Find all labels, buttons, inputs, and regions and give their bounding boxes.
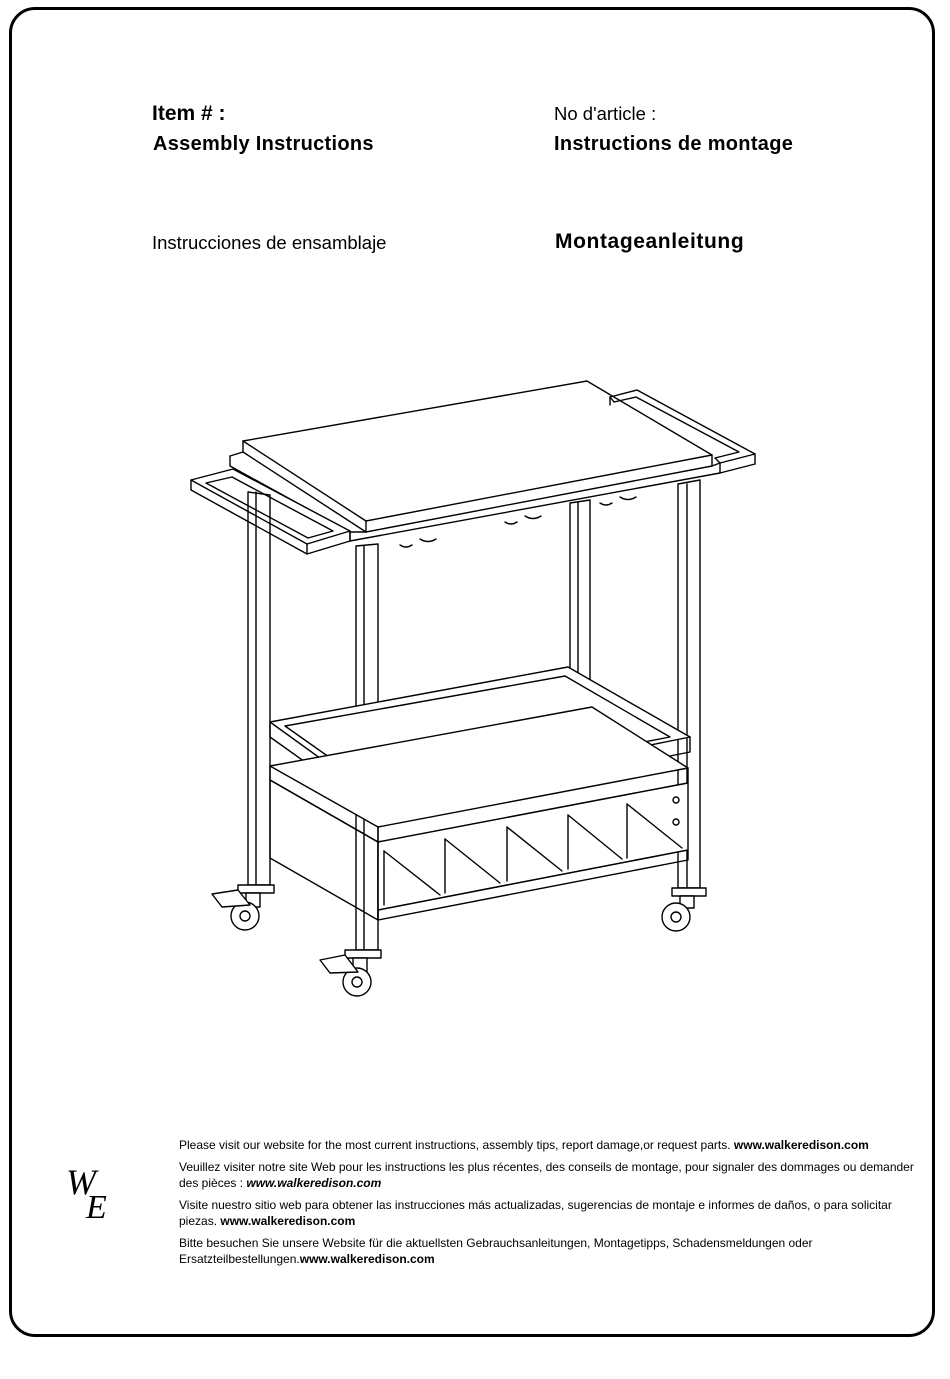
website-link-fr[interactable]: www.walkeredison.com bbox=[246, 1176, 382, 1190]
item-number-label-en: Item # : bbox=[152, 102, 226, 125]
website-notice bbox=[179, 1137, 919, 1273]
notice-es: Visite nuestro sitio web para obtener las instrucciones más actualizadas, sugerencias de montaje e informes de daños, o para solicitar piezas. www.walkeredison.com bbox=[179, 1198, 892, 1228]
svg-text:W: W bbox=[66, 1162, 96, 1202]
notice-de: Bitte besuchen Sie unsere Website für die aktuellsten Gebrauchsanleitungen, Montagetipps, Schadensmeldungen oder Ersatzteilbestellungen.www.walkeredison.com bbox=[179, 1236, 813, 1266]
cart-top-board bbox=[243, 381, 712, 532]
svg-text:E: E bbox=[86, 1189, 107, 1224]
assembly-instructions-title-es: Instrucciones de ensamblaje bbox=[152, 232, 387, 253]
logo-monogram-icon bbox=[62, 1158, 128, 1224]
website-link-es[interactable]: www.walkeredison.com bbox=[220, 1214, 356, 1228]
item-number-label-fr: No d'article : bbox=[554, 103, 657, 124]
assembly-instructions-title-fr: Instructions de montage bbox=[554, 133, 794, 155]
notice-en: Please visit our website for the most current instructions, assembly tips, report damage,or request parts. www.walkeredison.com bbox=[179, 1138, 869, 1152]
website-link-de[interactable]: www.walkeredison.com bbox=[299, 1252, 435, 1266]
casters bbox=[212, 885, 706, 996]
assembly-instructions-title-de: Montageanleitung bbox=[555, 230, 745, 253]
website-link-en[interactable]: www.walkeredison.com bbox=[733, 1138, 869, 1152]
notice-fr: Veuillez visiter notre site Web pour les instructions les plus récentes, des conseils de montage, pour signaler des dommages ou demander des pièces : www.walkeredison.com bbox=[179, 1160, 914, 1190]
assembly-instructions-title-en: Assembly Instructions bbox=[153, 133, 374, 155]
walker-edison-logo bbox=[62, 1158, 128, 1224]
